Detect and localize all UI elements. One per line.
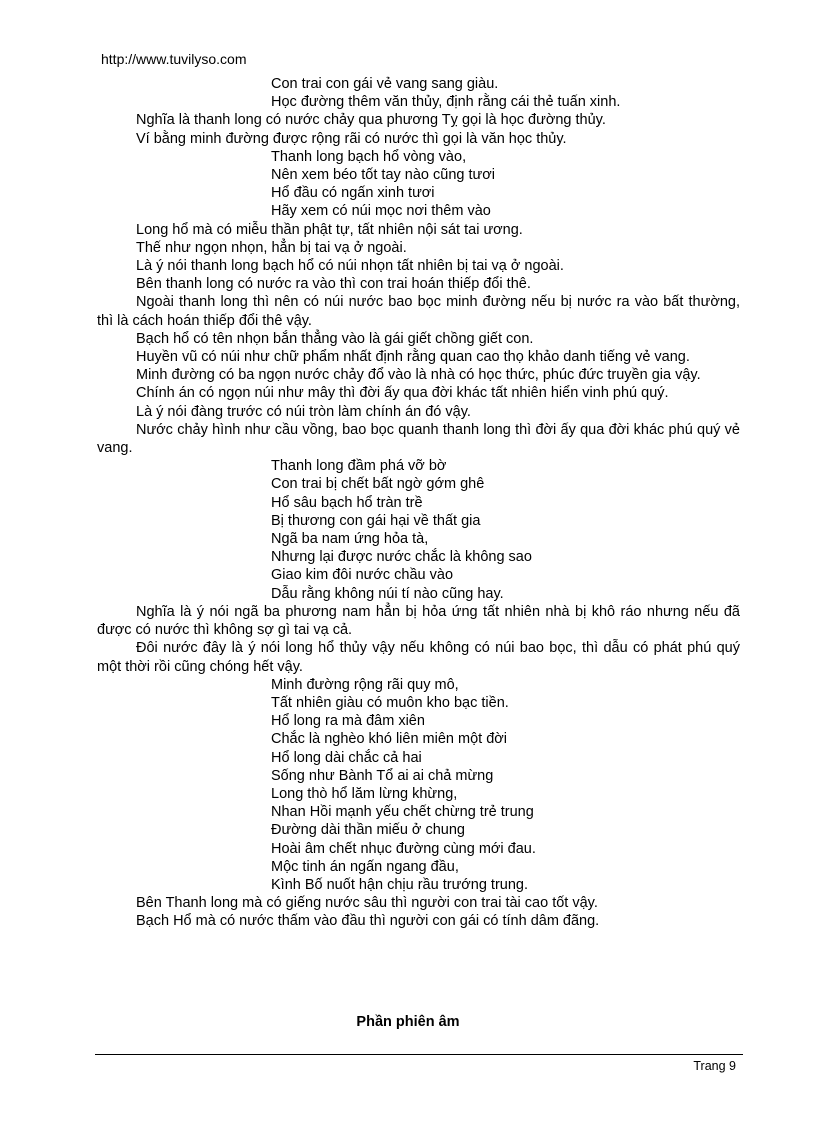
paragraph: Nước chảy hình như cầu vồng, bao bọc quanh thanh long thì đời ấy qua đời khác phú quý vẻ vang. bbox=[97, 421, 740, 457]
paragraph: Minh đường có ba ngọn nước chảy đổ vào là nhà có học thức, phúc đức truyền gia vậy. bbox=[136, 367, 701, 384]
verse-line: Kình Bố nuốt hận chịu rầu trướng trung. bbox=[271, 876, 529, 893]
verse-line: Dẫu rằng không núi tí nào cũng hay. bbox=[271, 585, 504, 602]
verse-line: Thanh long bạch hổ vòng vào, bbox=[271, 148, 467, 165]
paragraph: Ví bằng minh đường được rộng rãi có nước thì gọi là văn học thủy. bbox=[136, 130, 567, 147]
verse-line: Hổ sâu bạch hổ tràn trề bbox=[271, 494, 423, 511]
paragraph: Bên Thanh long mà có giếng nước sâu thì người con trai tài cao tốt vậy. bbox=[136, 895, 598, 912]
verse-line: Con trai con gái vẻ vang sang giàu. bbox=[271, 76, 499, 92]
paragraph: Nghĩa là ý nói ngã ba phương nam hẳn bị hỏa ứng tất nhiên nhà bị khô ráo nhưng nếu đã được có nước thì không sợ gì tai vạ cả. bbox=[97, 603, 740, 639]
verse-line: Con trai bị chết bất ngờ gớm ghê bbox=[271, 476, 485, 493]
verse-line: Giao kim đôi nước chầu vào bbox=[271, 567, 454, 584]
document-body bbox=[97, 75, 740, 931]
header-url: http://www.tuvilyso.com bbox=[101, 51, 247, 67]
verse-line: Nhưng lại được nước chắc là không sao bbox=[271, 549, 532, 566]
paragraph: Huyền vũ có núi như chữ phẩm nhất định rằng quan cao thọ khảo danh tiếng vẻ vang. bbox=[136, 349, 690, 366]
paragraph: Ngoài thanh long thì nên có núi nước bao bọc minh đường nếu bị nước ra vào bất thường, thì là cách hoán thiếp đổi thê vậy. bbox=[97, 294, 740, 329]
verse-line: Tất nhiên giàu có muôn kho bạc tiền. bbox=[271, 694, 509, 711]
paragraph: Bạch Hổ mà có nước thấm vào đầu thì người con gái có tính dâm đãng. bbox=[136, 913, 600, 930]
paragraph: Chính án có ngọn núi như mây thì đời ấy qua đời khác tất nhiên hiển vinh phú quý. bbox=[136, 385, 669, 402]
verse-line: Học đường thêm văn thủy, định rằng cái thẻ tuấn xinh. bbox=[271, 94, 621, 111]
verse-line: Nên xem béo tốt tay nào cũng tươi bbox=[271, 167, 495, 184]
verse-line: Thanh long đầm phá vỡ bờ bbox=[271, 458, 447, 475]
paragraph: Bên thanh long có nước ra vào thì con trai hoán thiếp đổi thê. bbox=[136, 276, 531, 293]
paragraph: Là ý nói thanh long bạch hổ có núi nhọn tất nhiên bị tai vạ ở ngoài. bbox=[136, 258, 564, 275]
footer-divider bbox=[95, 1054, 743, 1055]
paragraph: Đôi nước đây là ý nói long hổ thủy vậy nếu không có núi bao bọc, thì dẫu có phát phú quý một thời rồi cũng chóng hết vậy. bbox=[97, 640, 740, 675]
paragraph: Là ý nói đàng trước có núi tròn làm chính án đó vậy. bbox=[136, 403, 471, 420]
verse-line: Minh đường rộng rãi quy mô, bbox=[271, 676, 459, 693]
paragraph: Long hổ mà có miễu thần phật tự, tất nhiên nội sát tai ương. bbox=[136, 221, 523, 238]
verse-line: Nhan Hồi mạnh yếu chết chừng trẻ trung bbox=[271, 804, 534, 821]
verse-line: Hổ long dài chắc cả hai bbox=[271, 749, 422, 766]
verse-line: Đường dài thần miếu ở chung bbox=[271, 822, 465, 839]
verse-line: Hổ đầu có ngấn xinh tươi bbox=[271, 185, 435, 202]
verse-line: Bị thương con gái hại về thất gia bbox=[271, 512, 481, 529]
verse-line: Mộc tinh án ngấn ngang đầu, bbox=[271, 858, 459, 875]
verse-line: Hãy xem có núi mọc nơi thêm vào bbox=[271, 203, 491, 220]
paragraph: Bạch hổ có tên nhọn bắn thẳng vào là gái giết chồng giết con. bbox=[136, 330, 534, 347]
page-number: Trang 9 bbox=[693, 1059, 736, 1073]
verse-line: Sống như Bành Tổ ai ai chả mừng bbox=[271, 767, 494, 784]
verse-line: Long thò hổ lăm lừng khừng, bbox=[271, 785, 458, 802]
verse-line: Chắc là nghèo khó liên miên một đời bbox=[271, 731, 508, 748]
verse-line: Hổ long ra mà đâm xiên bbox=[271, 713, 425, 730]
section-heading: Phần phiên âm bbox=[356, 1014, 460, 1030]
paragraph: Nghĩa là thanh long có nước chảy qua phương Tỵ gọi là học đường thủy. bbox=[136, 112, 606, 129]
verse-line: Ngã ba nam ứng hỏa tà, bbox=[271, 531, 429, 548]
paragraph: Thế như ngọn nhọn, hẳn bị tai vạ ở ngoài. bbox=[136, 239, 407, 256]
verse-line: Hoài âm chết nhục đường cùng mới đau. bbox=[271, 840, 536, 857]
